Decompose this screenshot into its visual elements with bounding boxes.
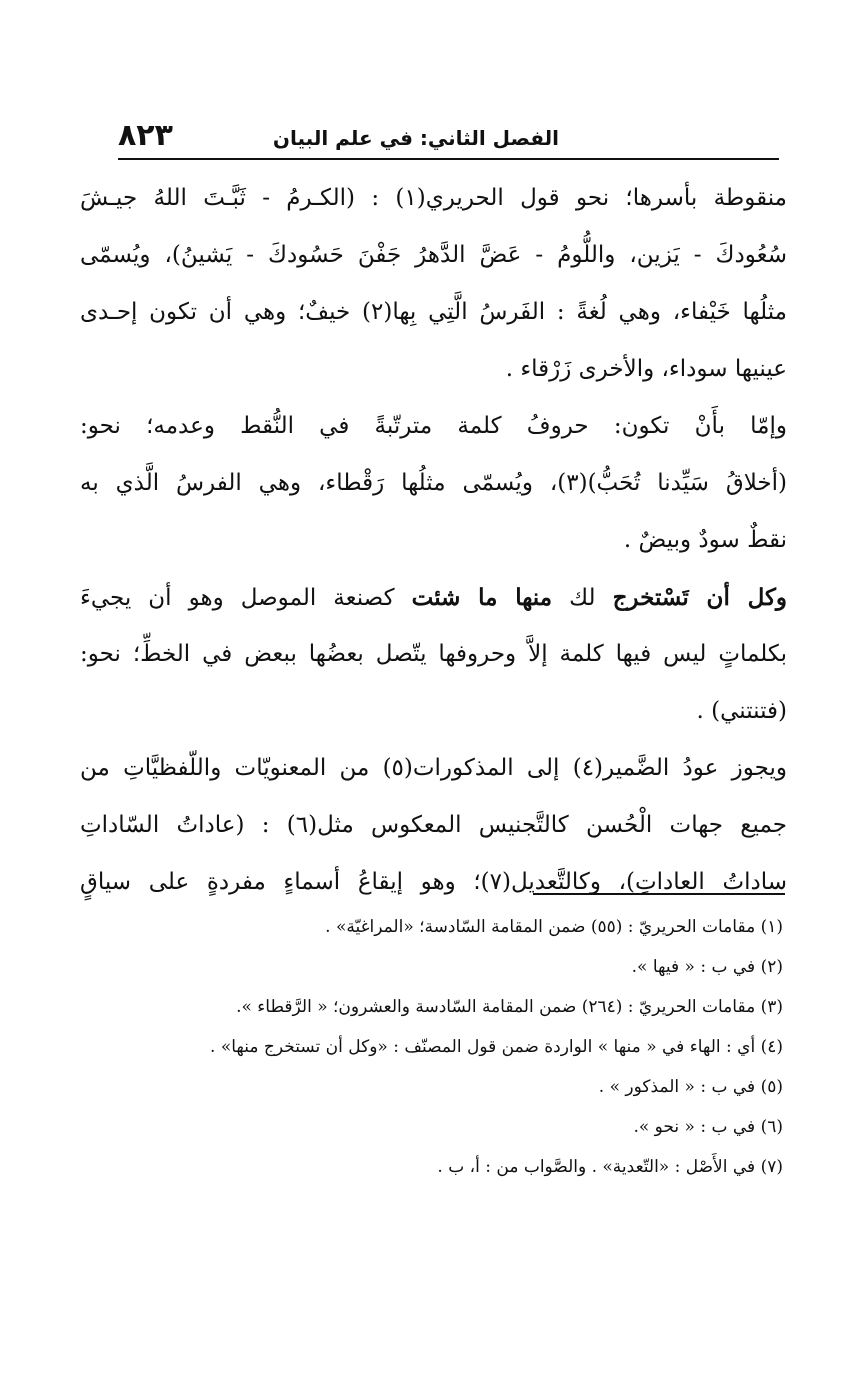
paragraph-4 <box>80 740 787 911</box>
text-line: مثلُها خَيْفاء، وهي لُغةً : الفَرسُ الَّتِي بِها(٢) خيفٌ؛ وهي أن تكون إحـدى <box>80 299 787 325</box>
footnote: (٦) في ب : « نحو ». <box>633 1117 783 1137</box>
page-number: ٨٢٣ <box>118 118 173 153</box>
bold-phrase: وك‍ل أن تَسْتخرج <box>612 584 787 611</box>
footnote-divider <box>533 893 785 895</box>
text-line: بكلماتٍ ليس فيها كلمة إلاَّ وحروفها يتّصل بعضُها ببعض في الخطِّ؛ نحو: <box>80 641 787 667</box>
running-head <box>118 118 779 160</box>
text-line: سُعُودكَ - يَزين، واللُّومُ - عَضَّ الدَّهرُ جَفْنَ حَسُودكَ - يَشينُ)، ويُسمّى <box>80 242 787 268</box>
bold-phrase: منها ما شئت <box>411 584 553 611</box>
main-text <box>80 170 787 911</box>
text-line: (فتنتني) . <box>696 698 787 724</box>
text-line: منقوطة بأسرها؛ نحو قول الحريري(١) : (الكـرمُ - ثَبَّـتَ اللهُ جيـشَ <box>80 185 787 211</box>
chapter-title: الفصل الثاني: في علم البيان <box>272 126 559 150</box>
paragraph-1 <box>80 170 787 398</box>
text-line: (أخلاقُ سَيِّدنا تُحَبُّ)(٣)، ويُسمّى مثلُها رَقْطاء، وهي الفرسُ الَّذي به <box>80 470 787 496</box>
paragraph-3 <box>80 569 787 740</box>
footnotes <box>80 907 783 1187</box>
text-line: نقطٌ سودٌ وبيضٌ . <box>623 527 787 553</box>
text-line: وإمّا بأَنْ تكون: حروفُ كلمة مترتّبةً في النُّقط وعدمه؛ نحو: <box>80 413 787 439</box>
text-line: ويجوز عودُ الضَّمير(٤) إلى المذكورات(٥) من المعنويّات واللّفظيَّاتِ من <box>80 755 787 781</box>
text-fragment: كصنعة الموصل وهو أن يجيءَ <box>80 585 395 611</box>
text-line: عينيها سوداء، والأخرى زَرْقاء . <box>505 356 787 382</box>
footnote: (٣) مقامات الحريريّ : (٢٦٤) ضمن المقامة السّادسة والعشرون؛ « الرَّقطاء ». <box>236 997 783 1017</box>
text-line <box>80 569 787 626</box>
text-fragment: لك <box>569 585 596 611</box>
footnote: (٧) في الأَصْل : «التّعدية» . والصَّواب من : أ، ب . <box>437 1157 783 1177</box>
footnote: (١) مقامات الحريريّ : (٥٥) ضمن المقامة السّادسة؛ «المراغيّة» . <box>325 917 783 937</box>
text-line: ساداتُ العاداتِ)، وكالتَّعديل(٧)؛ وهو إيقاعُ أسماءٍ مفردةٍ على سياقٍ <box>80 869 787 895</box>
footnote: (٢) في ب : « فيها ». <box>631 957 783 977</box>
paragraph-2 <box>80 398 787 569</box>
footnote: (٥) في ب : « المذكور » . <box>598 1077 783 1097</box>
footnote: (٤) أي : الهاء في « منها » الواردة ضمن قول المصنّف : «وكل أن تستخرج منها» . <box>210 1037 783 1057</box>
text-line: جميع جهات الْحُسن كالتَّجنيس المعكوس مثل(٦) : (عاداتُ السّاداتِ <box>80 812 787 838</box>
